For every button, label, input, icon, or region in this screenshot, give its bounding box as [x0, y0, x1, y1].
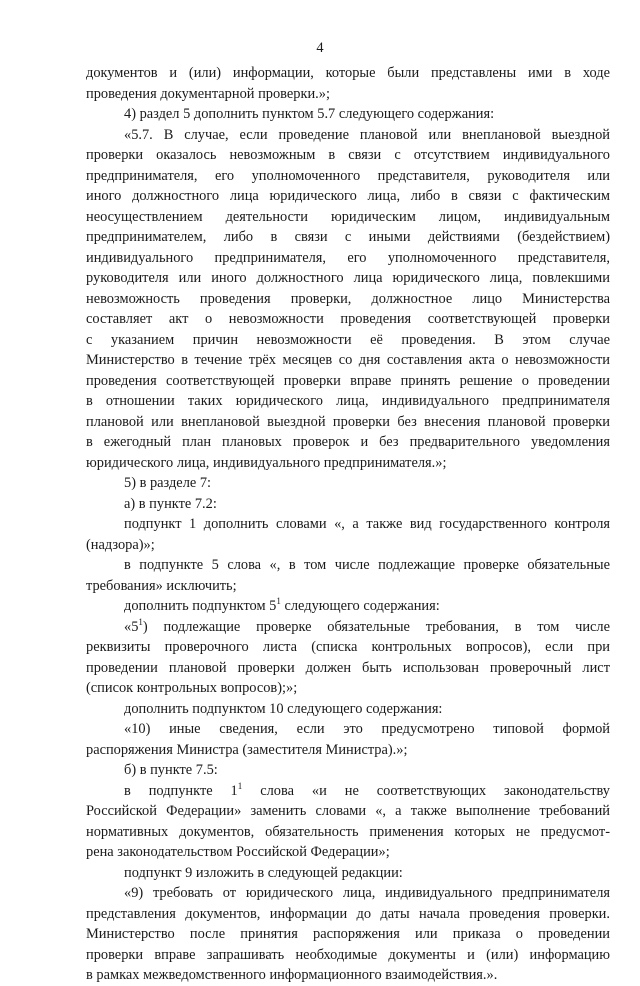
line-text: а) в пункте 7.2: — [124, 495, 217, 512]
line-text: рена законодательством Российской Федерации»; — [86, 844, 390, 860]
line-text: в ежегодный план плановых проверок и без предварительного уведомления — [86, 434, 610, 450]
text-line — [86, 596, 610, 617]
text-line — [86, 166, 610, 187]
text-line — [86, 617, 610, 638]
text-line — [86, 432, 610, 453]
text-line — [86, 883, 610, 904]
line-text: (надзора)»; — [86, 536, 155, 553]
line-text: дополнить подпунктом 5 — [124, 598, 277, 614]
text-line — [86, 207, 610, 228]
line-text: (список контрольных вопросов);»; — [86, 680, 298, 696]
line-text-continued: следующего содержания: — [280, 598, 440, 614]
line-text: проверки вправе запрашивать необходимые документы и (или) информацию — [86, 946, 610, 963]
text-line — [86, 227, 610, 248]
line-text: проведения соответствующей проверки вправе принять решение о проведении — [86, 372, 610, 389]
line-text: предпринимателем, либо в связи с иными действиями (бездействием) — [86, 229, 610, 245]
line-text: документов и (или) информации, которые были представлены ими в ходе — [86, 65, 610, 81]
line-text: «5.7. В случае, если проведение плановой или внеплановой выездной — [124, 126, 610, 143]
document-body — [86, 63, 610, 986]
text-line — [86, 842, 610, 863]
line-text: в рамках межведомственного информационного взаимодействия.». — [86, 967, 498, 983]
line-text: невозможность проведения проверки, должностное лицо Министерства — [86, 290, 610, 307]
line-text: подпункт 1 дополнить словами «, а также вид государственного контроля — [124, 516, 610, 532]
line-text: плановой или внеплановой выездной проверки без внесения плановой проверки — [86, 413, 610, 430]
text-line — [86, 473, 610, 494]
text-line — [86, 658, 610, 679]
line-text: проведении плановой проверки должен быть использован проверочный лист — [86, 659, 610, 676]
line-text: требования» исключить; — [86, 577, 237, 594]
line-text: проверки оказалось невозможным в связи с отсутствием индивидуального — [86, 147, 610, 163]
line-text: Министерство после принятия распоряжения или приказа о проведении — [86, 926, 610, 942]
line-text: «5 — [124, 618, 139, 635]
text-line — [86, 904, 610, 925]
text-line — [86, 453, 610, 474]
text-line — [86, 248, 610, 269]
line-text: в отношении таких юридического лица, индивидуального предпринимателя — [86, 393, 610, 409]
line-text-continued: слова «и не соответствующих законодательству — [242, 782, 610, 799]
text-line — [86, 268, 610, 289]
text-line — [86, 186, 610, 207]
line-text: нормативных документов, обязательность применения которых не предусмот- — [86, 823, 610, 840]
text-line — [86, 760, 610, 781]
text-line — [86, 924, 610, 945]
text-line — [86, 719, 610, 740]
text-line — [86, 555, 610, 576]
text-line — [86, 781, 610, 802]
line-text: представления документов, информации до даты начала проведения проверки. — [86, 905, 610, 922]
line-text: «10) иные сведения, если это предусмотрено типовой формой — [124, 721, 610, 737]
line-text: проведения документарной проверки.»; — [86, 85, 330, 102]
text-line — [86, 822, 610, 843]
superscript-index: 1 — [276, 596, 281, 606]
text-line — [86, 309, 610, 330]
line-text: с указанием причин невозможности её проведения. В этом случае — [86, 331, 610, 348]
text-line — [86, 678, 610, 699]
text-line — [86, 330, 610, 351]
line-text: 4) раздел 5 дополнить пунктом 5.7 следующего содержания: — [124, 106, 495, 122]
line-text: Российской Федерации» заменить словами «, а также выполнение требований — [86, 803, 610, 819]
text-line — [86, 84, 610, 105]
text-line — [86, 576, 610, 597]
text-line — [86, 801, 610, 822]
text-line — [86, 104, 610, 125]
text-line — [86, 863, 610, 884]
text-line — [86, 535, 610, 556]
line-text: распоряжения Министра (заместителя Министра).»; — [86, 741, 408, 758]
line-text: Министерство в течение трёх месяцев со дня составления акта о невозможности — [86, 352, 610, 368]
line-text: руководителя или иного должностного лица юридического лица, повлекшими — [86, 270, 610, 286]
line-text: иного должностного лица юридического лица, либо в связи с фактическим — [86, 188, 610, 204]
line-text: дополнить подпунктом 10 следующего содержания: — [124, 700, 443, 717]
line-text: неосуществлением деятельности юридическим лицом, индивидуальным — [86, 208, 610, 225]
line-text: в подпункте 5 слова «, в том числе подлежащие проверке обязательные — [124, 557, 610, 573]
text-line — [86, 637, 610, 658]
text-line — [86, 740, 610, 761]
text-line — [86, 965, 610, 986]
text-line — [86, 945, 610, 966]
text-line — [86, 494, 610, 515]
text-line — [86, 125, 610, 146]
line-text: индивидуального предпринимателя, его уполномоченного представителя, — [86, 249, 610, 266]
superscript-index: 1 — [237, 780, 243, 791]
line-text: составляет акт о невозможности проведения соответствующей проверки — [86, 311, 610, 327]
text-line — [86, 63, 610, 84]
page-number: 4 — [316, 40, 324, 56]
line-text: 5) в разделе 7: — [124, 475, 212, 491]
text-line — [86, 412, 610, 433]
text-line — [86, 699, 610, 720]
text-line — [86, 371, 610, 392]
line-text: «9) требовать от юридического лица, индивидуального предпринимателя — [124, 885, 610, 901]
superscript-index: 1 — [138, 616, 143, 627]
line-text: реквизиты проверочного листа (списка контрольных вопросов), если при — [86, 639, 610, 655]
line-text: предпринимателя, его уполномоченного представителя, руководителя или — [86, 167, 610, 184]
text-line — [86, 350, 610, 371]
text-line — [86, 145, 610, 166]
line-text: б) в пункте 7.5: — [124, 762, 218, 778]
line-text: юридического лица, индивидуального предпринимателя.»; — [86, 454, 447, 471]
line-text-continued: ) подлежащие проверке обязательные требования, в том числе — [142, 618, 610, 635]
line-text: подпункт 9 изложить в следующей редакции: — [124, 864, 403, 881]
line-text: в подпункте 1 — [124, 782, 238, 799]
text-line — [86, 289, 610, 310]
text-line — [86, 391, 610, 412]
text-line — [86, 514, 610, 535]
